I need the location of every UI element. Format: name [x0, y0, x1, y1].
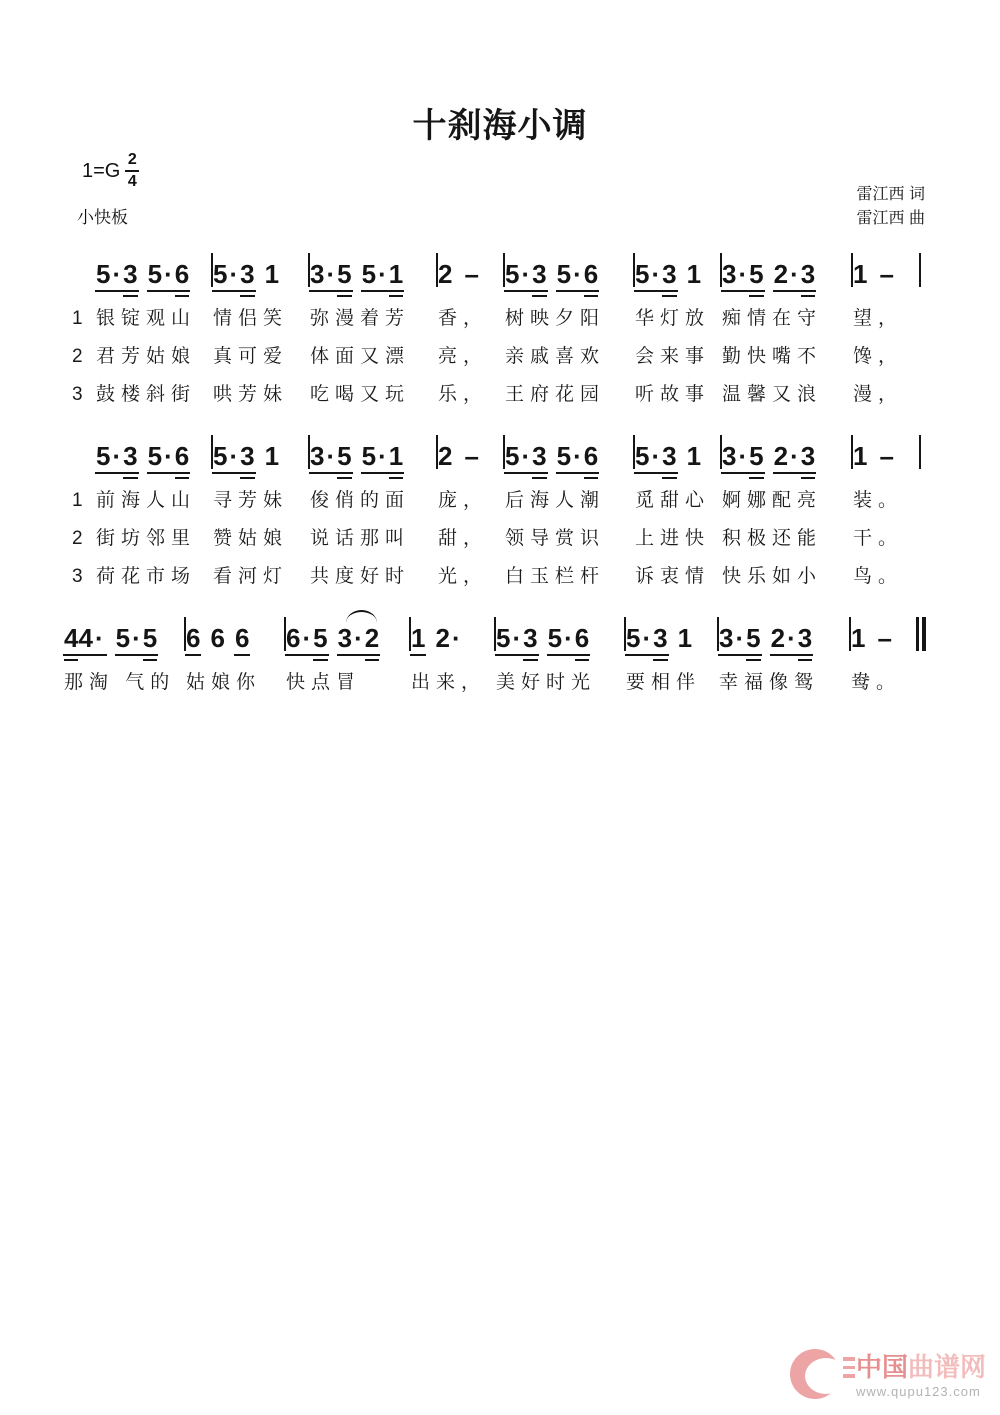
- note: 1: [853, 259, 868, 289]
- note: 2: [438, 441, 453, 471]
- note-group: [678, 625, 692, 651]
- augmentation-dot: ·: [573, 259, 582, 289]
- augmentation-dot: ·: [651, 441, 661, 471]
- note: 5: [505, 259, 520, 289]
- note: 6: [583, 259, 599, 289]
- lyric-cell: 漫，: [853, 384, 904, 405]
- note-group: [213, 443, 255, 469]
- note: 3: [240, 259, 255, 289]
- note-group: [310, 261, 352, 287]
- page-title: 十刹海小调: [412, 107, 588, 145]
- augmentation-dot: ·: [326, 259, 336, 289]
- note-group: [851, 625, 865, 651]
- measure: [96, 435, 213, 469]
- note: 1: [851, 623, 866, 653]
- lyric-cell: 幸福像鸳: [719, 672, 820, 693]
- note: 3: [800, 441, 816, 471]
- lyric-cell: 寻芳妹: [213, 490, 289, 511]
- lyric-cell: 吃喝又玩: [310, 384, 411, 405]
- lyric-cell: 会来事: [635, 346, 711, 367]
- note: 6: [210, 623, 225, 653]
- note-group: [438, 261, 452, 287]
- augmentation-dot: ·: [229, 259, 239, 289]
- augmentation-dot: ·: [564, 623, 573, 653]
- verse-number: 3: [72, 566, 83, 587]
- note-group: [557, 261, 599, 287]
- meter-numerator: 2: [127, 151, 137, 168]
- augmentation-dot: ·: [512, 623, 522, 653]
- lyric-cell: 华灯放: [635, 308, 711, 329]
- note-group: [877, 261, 893, 287]
- note: 3: [797, 623, 813, 653]
- augmentation-dot: ·: [378, 441, 387, 471]
- note-group: [626, 625, 668, 651]
- note: 2: [435, 623, 450, 653]
- measure: [411, 617, 496, 651]
- note: 5: [115, 623, 131, 653]
- note: 6: [186, 623, 201, 653]
- measure: [186, 617, 286, 651]
- note: 5: [635, 441, 650, 471]
- lyric-cell: 香，: [438, 308, 489, 329]
- note: 1: [264, 259, 280, 289]
- lyric-line: [72, 341, 1000, 368]
- qupu-logo-icon: [790, 1347, 856, 1405]
- logo-crescent-icon: [790, 1349, 840, 1399]
- meter-denominator: 4: [127, 173, 137, 190]
- measure: [213, 435, 310, 469]
- watermark-url: www.qupu123.com: [855, 1383, 981, 1399]
- measure: [626, 617, 719, 651]
- lyric-cell: 哄芳妹: [213, 384, 289, 405]
- note: 5: [213, 259, 228, 289]
- lyric-cell: 真可爱: [213, 346, 289, 367]
- lyric-cell: 情侣笑: [213, 308, 289, 329]
- lyric-cell: 痴情在守: [722, 308, 823, 329]
- note: 3: [523, 623, 538, 653]
- lyric-cell: 积极还能: [722, 528, 823, 549]
- note-group: [186, 625, 200, 651]
- barline: [919, 253, 922, 287]
- note: 1: [388, 441, 404, 471]
- lyric-cell: 快点冒: [286, 672, 362, 693]
- note: 5: [361, 441, 377, 471]
- note-group: [362, 443, 404, 469]
- lyric-cell: 君芳姑娘: [96, 346, 197, 367]
- tempo-marking: 小快板: [77, 208, 128, 227]
- lyric-cell: 亲戚喜欢: [505, 346, 606, 367]
- augmentation-dot: ·: [94, 623, 104, 653]
- watermark-text: [855, 1351, 986, 1399]
- measure: [505, 253, 635, 287]
- lyric-cell: 共度好时: [310, 566, 411, 587]
- lyric-cell: 要相伴: [626, 672, 702, 693]
- augmentation-dot: ·: [790, 441, 799, 471]
- lyric-cell: 前海人山: [96, 490, 197, 511]
- measure: [438, 435, 505, 469]
- note: 2: [773, 259, 789, 289]
- lyric-line: [72, 485, 1000, 512]
- augmentation-dot: ·: [573, 441, 582, 471]
- measure: [635, 253, 722, 287]
- note-group: [687, 261, 701, 287]
- note-group: [265, 261, 279, 287]
- verse-number: 1: [72, 308, 83, 329]
- lyric-cell: 听故事: [635, 384, 711, 405]
- note: 3: [532, 259, 547, 289]
- note: 3: [722, 259, 737, 289]
- lyric-cell: 街坊邻里: [96, 528, 197, 549]
- note: 3: [532, 441, 547, 471]
- lyric-cell: 勤快嘴不: [722, 346, 823, 367]
- lyric-cell: 白玉栏杆: [505, 566, 606, 587]
- note: 3: [123, 441, 138, 471]
- measure: [722, 435, 853, 469]
- note: 1: [853, 441, 868, 471]
- note-group: [235, 625, 249, 651]
- lyric-cell: 觅甜心: [635, 490, 711, 511]
- lyric-line: [72, 561, 1000, 588]
- lyric-cell: 婀娜配亮: [722, 490, 823, 511]
- measure: [853, 435, 921, 469]
- note: 3: [310, 441, 325, 471]
- lyric-cell: 后海人潮: [505, 490, 606, 511]
- note: 5: [749, 441, 764, 471]
- key-label: 1=G: [82, 159, 121, 182]
- note-group: [722, 443, 764, 469]
- watermark-brand-secondary: 曲谱网: [907, 1351, 986, 1382]
- note-group: [774, 443, 816, 469]
- note-group: [557, 443, 599, 469]
- lyric-line: [72, 523, 1000, 550]
- note-group: [462, 261, 478, 287]
- lyric-line: [72, 379, 1000, 406]
- note: 1: [686, 441, 702, 471]
- note: 4: [78, 623, 93, 653]
- measure: [722, 253, 853, 287]
- augmentation-dot: ·: [229, 441, 239, 471]
- augmentation-dot: ·: [790, 259, 799, 289]
- note: 5: [337, 259, 352, 289]
- note-group: [853, 443, 867, 469]
- lyric-cell: 干。: [853, 528, 904, 549]
- lyric-cell: 那淘 气的: [64, 672, 176, 693]
- augmentation-dot: ·: [651, 259, 661, 289]
- note: 5: [556, 441, 572, 471]
- note-group: [877, 443, 893, 469]
- note-group: [116, 625, 158, 651]
- credits: [857, 183, 925, 231]
- note: 3: [719, 623, 734, 653]
- note: 2: [773, 441, 789, 471]
- measure: [496, 617, 626, 651]
- augmentation-dot: ·: [164, 259, 173, 289]
- note-group: [505, 261, 547, 287]
- note-group: [411, 625, 425, 651]
- lyric-cell: 鼓楼斜街: [96, 384, 197, 405]
- lyric-cell: 说话那叫: [310, 528, 411, 549]
- lyricist-credit: 雷江西 词: [856, 186, 925, 203]
- note-group-slur: [338, 625, 380, 651]
- dash-extender: –: [464, 259, 479, 289]
- note-group: [96, 443, 138, 469]
- measure: [310, 435, 438, 469]
- note: 6: [574, 623, 590, 653]
- music-line: [96, 417, 1000, 469]
- note: 6: [286, 623, 301, 653]
- note: 1: [388, 259, 404, 289]
- note-group: [265, 443, 279, 469]
- lyric-cell: 银锭观山: [96, 308, 197, 329]
- note: 3: [337, 623, 353, 653]
- note: 5: [505, 441, 520, 471]
- dash-extender: –: [879, 441, 894, 471]
- note: 5: [635, 259, 650, 289]
- measure: [851, 617, 926, 651]
- note: 3: [722, 441, 737, 471]
- lyric-cell: 诉衷情: [635, 566, 711, 587]
- measure: [505, 435, 635, 469]
- note: 1: [411, 623, 426, 653]
- note: 5: [496, 623, 511, 653]
- note-group: [148, 261, 190, 287]
- lyric-cell: 温馨又浪: [722, 384, 823, 405]
- measure: [213, 253, 310, 287]
- lyric-cell: 上进快: [635, 528, 711, 549]
- note: 6: [583, 441, 599, 471]
- note: 3: [653, 623, 668, 653]
- augmentation-dot: ·: [112, 441, 122, 471]
- note: 5: [749, 259, 764, 289]
- augmentation-dot: ·: [378, 259, 387, 289]
- note: 5: [147, 259, 163, 289]
- note: 5: [337, 441, 352, 471]
- augmentation-dot: ·: [326, 441, 336, 471]
- note-group: [64, 625, 106, 651]
- verse-number: 1: [72, 490, 83, 511]
- note: 3: [662, 441, 677, 471]
- augmentation-dot: ·: [738, 441, 748, 471]
- time-signature: [125, 152, 139, 190]
- note: 6: [234, 623, 250, 653]
- augmentation-dot: ·: [132, 623, 141, 653]
- watermark: [790, 1347, 986, 1405]
- score: [0, 235, 1000, 705]
- note-group: [148, 443, 190, 469]
- augmentation-dot: ·: [735, 623, 745, 653]
- music-line: [96, 235, 1000, 287]
- note-group: [722, 261, 764, 287]
- note: 3: [123, 259, 138, 289]
- lyric-cell: 甜，: [438, 528, 489, 549]
- dash-extender: –: [879, 259, 894, 289]
- augmentation-dot: ·: [787, 623, 796, 653]
- composer-credit: 雷江西 曲: [856, 210, 925, 227]
- lyric-cell: 俊俏的面: [310, 490, 411, 511]
- note-group: [286, 625, 328, 651]
- note-group: [635, 261, 677, 287]
- note-group: [853, 261, 867, 287]
- note: 4: [64, 623, 79, 653]
- note: 6: [174, 441, 190, 471]
- note-group: [505, 443, 547, 469]
- lyric-line: [40, 667, 1000, 694]
- augmentation-dot: ·: [354, 623, 363, 653]
- lyric-cell: 装。: [853, 490, 904, 511]
- note: 2: [438, 259, 453, 289]
- watermark-brand: [855, 1351, 986, 1382]
- augmentation-dot: ·: [451, 623, 461, 653]
- note-group: [362, 261, 404, 287]
- note: 1: [264, 441, 280, 471]
- note-group: [548, 625, 590, 651]
- lyric-cell: 亮，: [438, 346, 489, 367]
- augmentation-dot: ·: [642, 623, 652, 653]
- note: 5: [213, 441, 228, 471]
- note: 5: [556, 259, 572, 289]
- lyric-cell: 出来，: [411, 672, 487, 693]
- augmentation-dot: ·: [521, 441, 531, 471]
- note-group: [687, 443, 701, 469]
- measure: [635, 435, 722, 469]
- note: 2: [364, 623, 380, 653]
- note-group: [875, 625, 891, 651]
- lyric-cell: 庞，: [438, 490, 489, 511]
- note: 3: [310, 259, 325, 289]
- lyric-cell: 馋，: [853, 346, 904, 367]
- fraction-bar: [125, 170, 139, 172]
- lyric-cell: 看河灯: [213, 566, 289, 587]
- system-3: [0, 599, 1000, 694]
- final-barline: [916, 617, 926, 651]
- augmentation-dot: ·: [521, 259, 531, 289]
- augmentation-dot: ·: [164, 441, 173, 471]
- measure: [719, 617, 851, 651]
- note-group: [771, 625, 813, 651]
- measure: [64, 617, 186, 651]
- note-group: [774, 261, 816, 287]
- key-signature: [82, 152, 139, 190]
- note-group: [496, 625, 538, 651]
- lyric-cell: 赞姑娘: [213, 528, 289, 549]
- verse-number: 2: [72, 346, 83, 367]
- dash-extender: –: [464, 441, 479, 471]
- note: 5: [96, 259, 111, 289]
- lyric-cell: 姑娘你: [186, 672, 262, 693]
- note: 3: [240, 441, 255, 471]
- system-1: [0, 235, 1000, 406]
- lyric-cell: 望，: [853, 308, 904, 329]
- augmentation-dot: ·: [302, 623, 312, 653]
- note-group: [635, 443, 677, 469]
- measure: [310, 253, 438, 287]
- note: 2: [770, 623, 786, 653]
- lyric-cell: 荷花市场: [96, 566, 197, 587]
- note: 6: [174, 259, 190, 289]
- barline: [919, 435, 922, 469]
- note-group: [213, 261, 255, 287]
- measure: [96, 253, 213, 287]
- note: 3: [662, 259, 677, 289]
- dash-extender: –: [877, 623, 892, 653]
- lyric-line: [72, 303, 1000, 330]
- augmentation-dot: ·: [738, 259, 748, 289]
- note: 5: [626, 623, 641, 653]
- note: 1: [677, 623, 693, 653]
- watermark-brand-primary: 中国: [855, 1351, 908, 1382]
- lyric-cell: 光，: [438, 566, 489, 587]
- note: 5: [746, 623, 761, 653]
- note: 3: [800, 259, 816, 289]
- measure: [438, 253, 505, 287]
- lyric-cell: 美好时光: [496, 672, 597, 693]
- verse-number: 2: [72, 528, 83, 549]
- augmentation-dot: ·: [112, 259, 122, 289]
- note: 1: [686, 259, 702, 289]
- lyric-cell: 鸯。: [851, 672, 902, 693]
- lyric-cell: 王府花园: [505, 384, 606, 405]
- lyric-cell: 弥漫着芳: [310, 308, 411, 329]
- note-group: [210, 625, 224, 651]
- note-group: [438, 443, 452, 469]
- note: 5: [313, 623, 328, 653]
- lyric-cell: 乐，: [438, 384, 489, 405]
- lyric-cell: 鸟。: [853, 566, 904, 587]
- music-line: [64, 599, 1000, 651]
- note-group: [310, 443, 352, 469]
- note-group: [719, 625, 761, 651]
- note: 5: [361, 259, 377, 289]
- lyric-cell: 快乐如小: [722, 566, 823, 587]
- note: 5: [147, 441, 163, 471]
- lyric-cell: 领导赏识: [505, 528, 606, 549]
- note: 5: [96, 441, 111, 471]
- lyric-cell: 体面又漂: [310, 346, 411, 367]
- verse-number: 3: [72, 384, 83, 405]
- note-group: [96, 261, 138, 287]
- lyric-cell: 树映夕阳: [505, 308, 606, 329]
- measure: [853, 253, 921, 287]
- logo-bars-icon: [843, 1357, 855, 1383]
- note: 5: [142, 623, 158, 653]
- note-group: [435, 625, 462, 651]
- measure: [286, 617, 411, 651]
- system-2: [0, 417, 1000, 588]
- note-group: [462, 443, 478, 469]
- note: 5: [547, 623, 563, 653]
